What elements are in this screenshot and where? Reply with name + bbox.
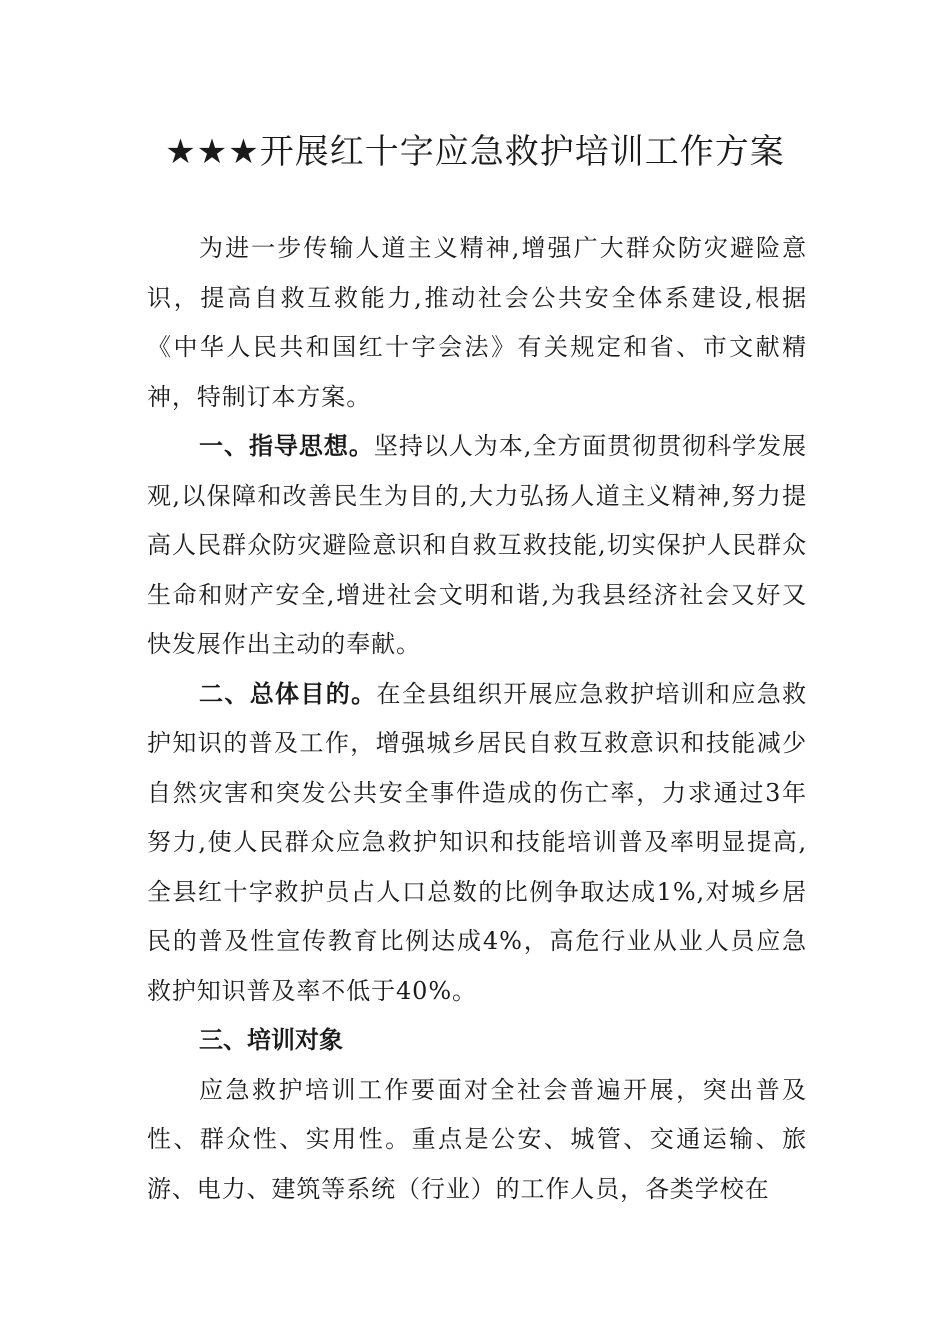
- intro-paragraph: 为进一步传输人道主义精神,增强广大群众防灾避险意识，提高自救互救能力,推动社会公共安全体系建设,根据《中华人民共和国红十字会法》有关规定和省、市文献精神，特制订本方案。: [147, 234, 807, 411]
- section-guiding-ideology: [147, 422, 807, 670]
- section-text-training-targets: 应急救护培训工作要面对全社会普遍开展，突出普及性、群众性、实用性。重点是公安、城管、交通运输、旅游、电力、建筑等系统（行业）的工作人员，各类学校在: [147, 1075, 807, 1203]
- section-heading-guiding-ideology: 一、指导思想。: [199, 432, 374, 460]
- section-heading-overall-goal: 二、总体目的。: [199, 679, 377, 708]
- section-overall-goal: [147, 670, 807, 1017]
- section-text-overall-goal: 在全县组织开展应急救护培训和应急救护知识的普及工作，增强城乡居民自救互救意识和技能减少自然灾害和突发公共安全事件造成的伤亡率，力求通过3年努力,使人民群众应急救护知识和技能培训普及率明显提高,全县红十字救护员占人口总数的比例争取达成1%,对城乡居民的普及性宣传教育比例达成4%，高危行业从业人员应急救护知识普及率不低于40%。: [147, 679, 807, 1005]
- section-text-guiding-ideology: 坚持以人为本,全方面贯彻贯彻科学发展观,以保障和改善民生为目的,大力弘扬人道主义精神,努力提高人民群众防灾避险意识和自救互救技能,切实保护人民群众生命和财产安全,增进社会文明和谐,为我县经济社会又好又快发展作出主动的奉献。: [147, 432, 807, 658]
- document-title: ★★★开展红十字应急救护培训工作方案: [165, 132, 785, 172]
- document-body: [147, 224, 807, 1214]
- section-heading-training-targets: 三、培训对象: [199, 1026, 343, 1054]
